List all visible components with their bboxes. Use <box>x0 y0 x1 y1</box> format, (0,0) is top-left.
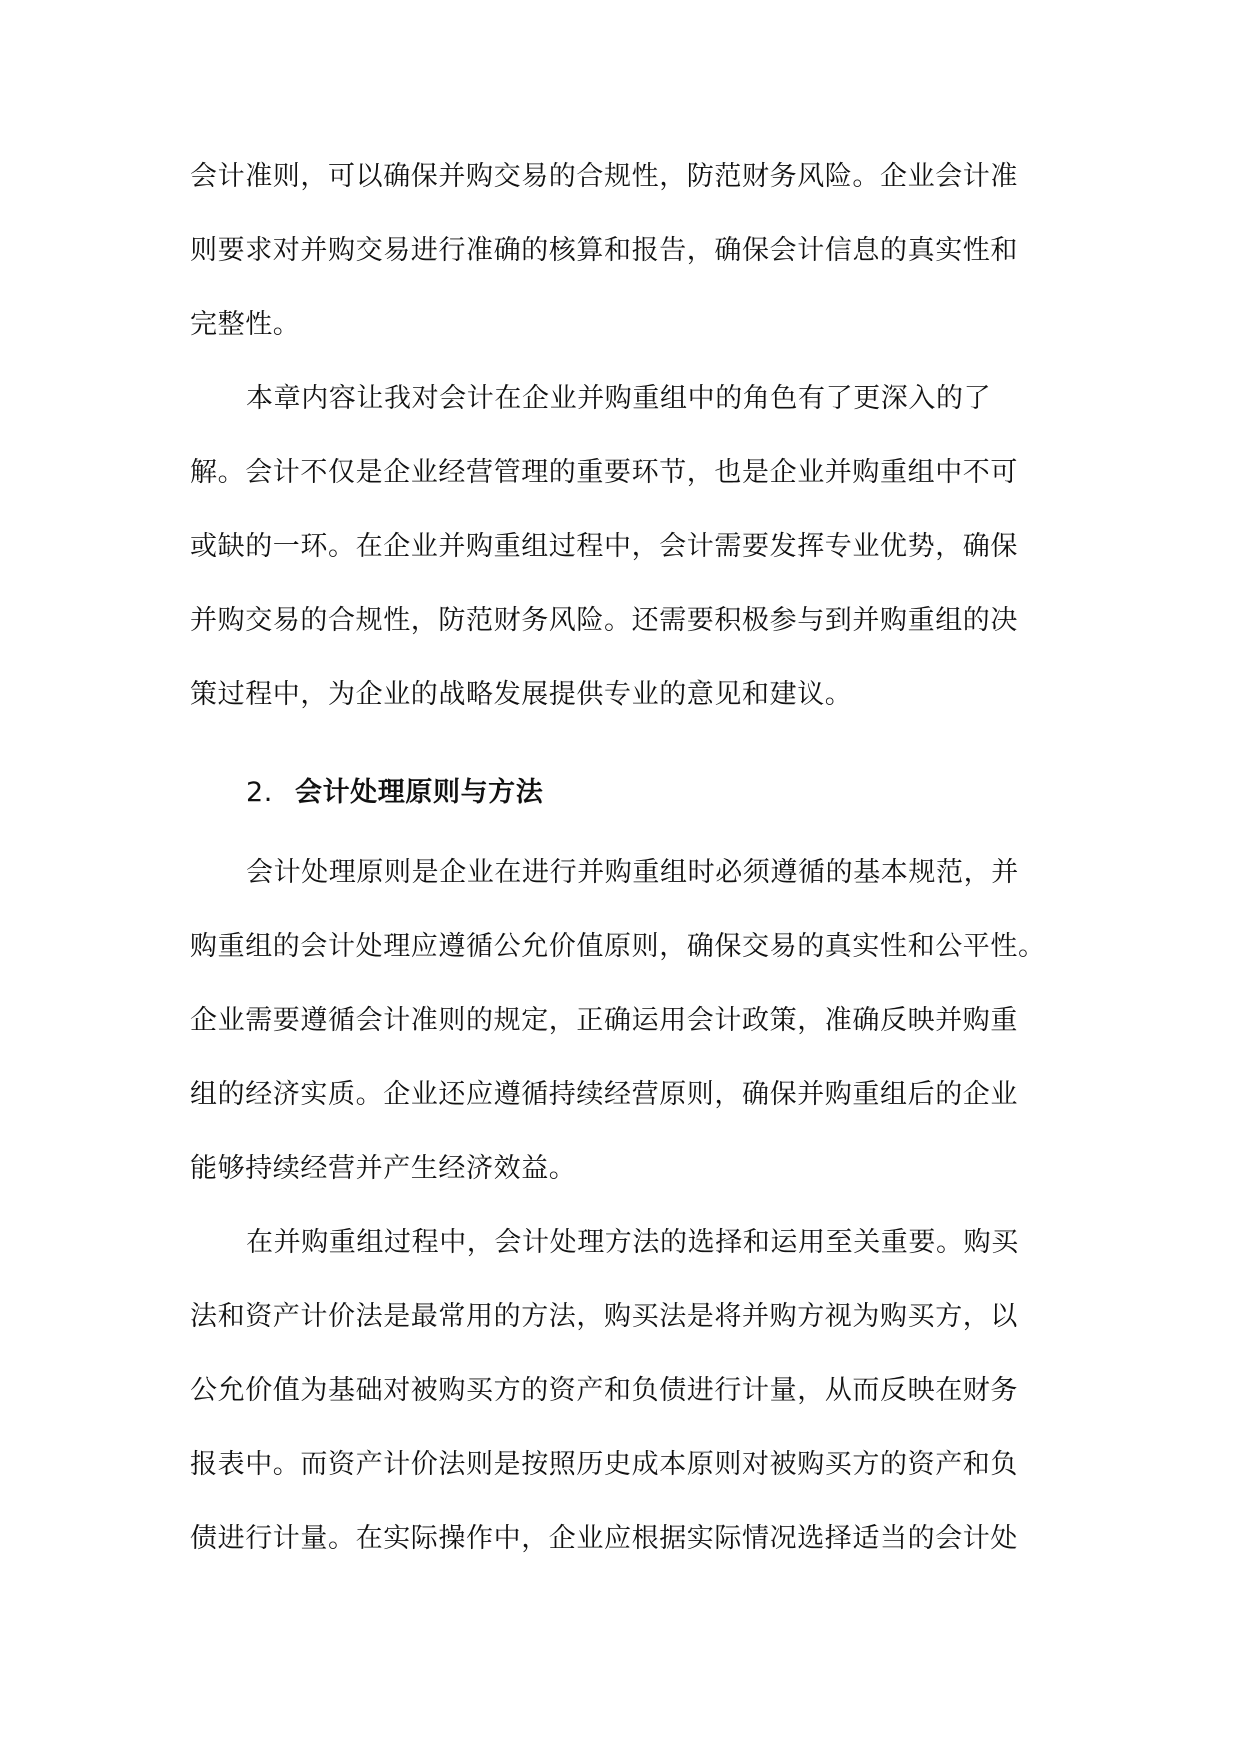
paragraph-4 <box>190 1206 1052 1576</box>
paragraph-line: 购重组的会计处理应遵循公允价值原则，确保交易的真实性和公平性。 <box>190 931 1046 962</box>
paragraph-line: 则要求对并购交易进行准确的核算和报告，确保会计信息的真实性和 <box>190 235 1018 266</box>
paragraph-line: 会计处理原则是企业在进行并购重组时必须遵循的基本规范，并 <box>246 857 1019 888</box>
paragraph-line: 本章内容让我对会计在企业并购重组中的角色有了更深入的了 <box>246 383 992 414</box>
paragraph-line: 并购交易的合规性，防范财务风险。还需要积极参与到并购重组的决 <box>190 605 1018 636</box>
paragraph-line: 企业需要遵循会计准则的规定，正确运用会计政策，准确反映并购重 <box>190 1005 1018 1036</box>
section-title: 会计处理原则与方法 <box>294 777 544 808</box>
paragraph-1 <box>190 140 1052 362</box>
paragraph-line: 策过程中，为企业的战略发展提供专业的意见和建议。 <box>190 679 853 710</box>
paragraph-line: 完整性。 <box>190 309 301 340</box>
heading-spacer <box>190 824 1052 836</box>
paragraph-line: 报表中。而资产计价法则是按照历史成本原则对被购买方的资产和负 <box>190 1449 1018 1480</box>
paragraph-line: 或缺的一环。在企业并购重组过程中，会计需要发挥专业优势，确保 <box>190 531 1018 562</box>
section-number: 2. <box>246 777 273 808</box>
paragraph-line: 在并购重组过程中，会计处理方法的选择和运用至关重要。购买 <box>246 1227 1019 1258</box>
paragraph-2 <box>190 362 1052 732</box>
paragraph-line: 债进行计量。在实际操作中，企业应根据实际情况选择适当的会计处 <box>190 1523 1018 1554</box>
page-content <box>190 140 1052 1576</box>
paragraph-line: 解。会计不仅是企业经营管理的重要环节，也是企业并购重组中不可 <box>190 457 1018 488</box>
section-heading <box>190 762 1052 824</box>
paragraph-line: 法和资产计价法是最常用的方法，购买法是将并购方视为购买方，以 <box>190 1301 1018 1332</box>
paragraph-line: 能够持续经营并产生经济效益。 <box>190 1153 577 1184</box>
section-spacer <box>190 732 1052 762</box>
paragraph-line: 公允价值为基础对被购买方的资产和负债进行计量，从而反映在财务 <box>190 1375 1018 1406</box>
paragraph-line: 组的经济实质。企业还应遵循持续经营原则，确保并购重组后的企业 <box>190 1079 1018 1110</box>
paragraph-line: 会计准则，可以确保并购交易的合规性，防范财务风险。企业会计准 <box>190 161 1018 192</box>
paragraph-3 <box>190 836 1052 1206</box>
